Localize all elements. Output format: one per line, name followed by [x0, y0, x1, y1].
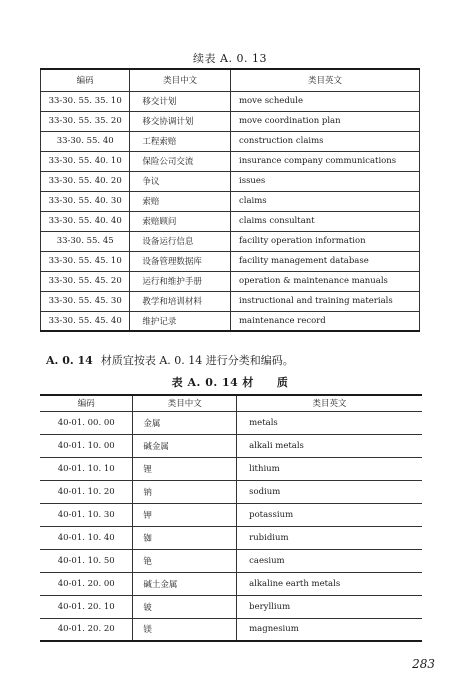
- cn-cell: 争议: [130, 171, 231, 191]
- code-cell: 40-01. 10. 30: [40, 503, 133, 526]
- en-cell: lithium: [237, 457, 422, 480]
- table-row: [41, 111, 420, 131]
- table-row: [40, 572, 422, 595]
- table-row: [41, 271, 420, 291]
- code-cell: 33-30. 55. 40. 30: [41, 191, 130, 211]
- en-cell: potassium: [237, 503, 422, 526]
- cn-cell: 锂: [133, 457, 237, 480]
- cn-cell: 维护记录: [130, 311, 231, 331]
- cn-cell: 铷: [133, 526, 237, 549]
- code-cell: 33-30. 55. 40. 40: [41, 211, 130, 231]
- table-row: [40, 457, 422, 480]
- code-cell: 40-01. 10. 40: [40, 526, 133, 549]
- code-cell: 40-01. 00. 00: [40, 411, 133, 434]
- table2-caption: [40, 374, 420, 390]
- table1-header-en: 类目英文: [230, 69, 419, 91]
- table-row: [41, 151, 420, 171]
- table2-header-code: 编码: [40, 395, 133, 411]
- table-row: [41, 171, 420, 191]
- section-number: A. 0. 14: [46, 354, 93, 367]
- code-cell: 40-01. 10. 10: [40, 457, 133, 480]
- cn-cell: 镁: [133, 618, 237, 641]
- en-cell: issues: [230, 171, 419, 191]
- table2-caption-title: 材 质: [242, 376, 289, 389]
- code-cell: 33-30. 55. 35. 10: [41, 91, 130, 111]
- en-cell: maintenance record: [230, 311, 419, 331]
- code-cell: 40-01. 20. 20: [40, 618, 133, 641]
- table-row: [41, 311, 420, 331]
- cn-cell: 移交协调计划: [130, 111, 231, 131]
- table1-header-code: 编码: [41, 69, 130, 91]
- cn-cell: 工程索赔: [130, 131, 231, 151]
- table-row: [40, 434, 422, 457]
- cn-cell: 铯: [133, 549, 237, 572]
- table-row: [40, 526, 422, 549]
- en-cell: caesium: [237, 549, 422, 572]
- table-row: [40, 618, 422, 641]
- table-row: [40, 480, 422, 503]
- en-cell: magnesium: [237, 618, 422, 641]
- table-row: [41, 131, 420, 151]
- code-cell: 33-30. 55. 40. 10: [41, 151, 130, 171]
- code-cell: 40-01. 10. 50: [40, 549, 133, 572]
- code-cell: 33-30. 55. 45. 20: [41, 271, 130, 291]
- en-cell: operation & maintenance manuals: [230, 271, 419, 291]
- code-cell: 33-30. 55. 45. 40: [41, 311, 130, 331]
- table-row: [41, 291, 420, 311]
- table-row: [40, 503, 422, 526]
- cn-cell: 钠: [133, 480, 237, 503]
- table-row: [41, 191, 420, 211]
- cn-cell: 设备管理数据库: [130, 251, 231, 271]
- code-cell: 33-30. 55. 40: [41, 131, 130, 151]
- en-cell: move schedule: [230, 91, 419, 111]
- cn-cell: 金属: [133, 411, 237, 434]
- table2-caption-number: 表 A. 0. 14: [171, 376, 239, 389]
- en-cell: instructional and training materials: [230, 291, 419, 311]
- cn-cell: 钾: [133, 503, 237, 526]
- en-cell: alkaline earth metals: [237, 572, 422, 595]
- table-row: [40, 595, 422, 618]
- en-cell: insurance company communications: [230, 151, 419, 171]
- en-cell: metals: [237, 411, 422, 434]
- cn-cell: 碱土金属: [133, 572, 237, 595]
- table-row: [41, 251, 420, 271]
- table2-header-en: 类目英文: [237, 395, 422, 411]
- table2: [40, 394, 422, 642]
- code-cell: 33-30. 55. 35. 20: [41, 111, 130, 131]
- table1: [40, 68, 420, 332]
- section-paragraph: [46, 352, 294, 368]
- cn-cell: 碱金属: [133, 434, 237, 457]
- table1-caption: 续表 A. 0. 13: [193, 52, 267, 65]
- table1-header-row: [41, 69, 420, 91]
- en-cell: alkali metals: [237, 434, 422, 457]
- table1-header-cn: 类目中文: [130, 69, 231, 91]
- cn-cell: 索赔: [130, 191, 231, 211]
- cn-cell: 铍: [133, 595, 237, 618]
- table2-header-cn: 类目中文: [133, 395, 237, 411]
- cn-cell: 运行和维护手册: [130, 271, 231, 291]
- en-cell: facility operation information: [230, 231, 419, 251]
- section-text: 材质宜按表 A. 0. 14 进行分类和编码。: [100, 354, 294, 367]
- page-number: 283: [412, 657, 435, 671]
- cn-cell: 教学和培训材料: [130, 291, 231, 311]
- table-row: [41, 91, 420, 111]
- en-cell: rubidium: [237, 526, 422, 549]
- code-cell: 40-01. 20. 00: [40, 572, 133, 595]
- en-cell: claims: [230, 191, 419, 211]
- en-cell: move coordination plan: [230, 111, 419, 131]
- code-cell: 40-01. 20. 10: [40, 595, 133, 618]
- cn-cell: 索赔顾问: [130, 211, 231, 231]
- code-cell: 33-30. 55. 45. 30: [41, 291, 130, 311]
- code-cell: 33-30. 55. 45. 10: [41, 251, 130, 271]
- table2-header-row: [40, 395, 422, 411]
- table-row: [41, 211, 420, 231]
- en-cell: claims consultant: [230, 211, 419, 231]
- code-cell: 33-30. 55. 40. 20: [41, 171, 130, 191]
- table-row: [41, 231, 420, 251]
- table-row: [40, 411, 422, 434]
- cn-cell: 设备运行信息: [130, 231, 231, 251]
- en-cell: construction claims: [230, 131, 419, 151]
- code-cell: 33-30. 55. 45: [41, 231, 130, 251]
- table-row: [40, 549, 422, 572]
- en-cell: beryllium: [237, 595, 422, 618]
- cn-cell: 保险公司交流: [130, 151, 231, 171]
- en-cell: sodium: [237, 480, 422, 503]
- code-cell: 40-01. 10. 00: [40, 434, 133, 457]
- code-cell: 40-01. 10. 20: [40, 480, 133, 503]
- en-cell: facility management database: [230, 251, 419, 271]
- cn-cell: 移交计划: [130, 91, 231, 111]
